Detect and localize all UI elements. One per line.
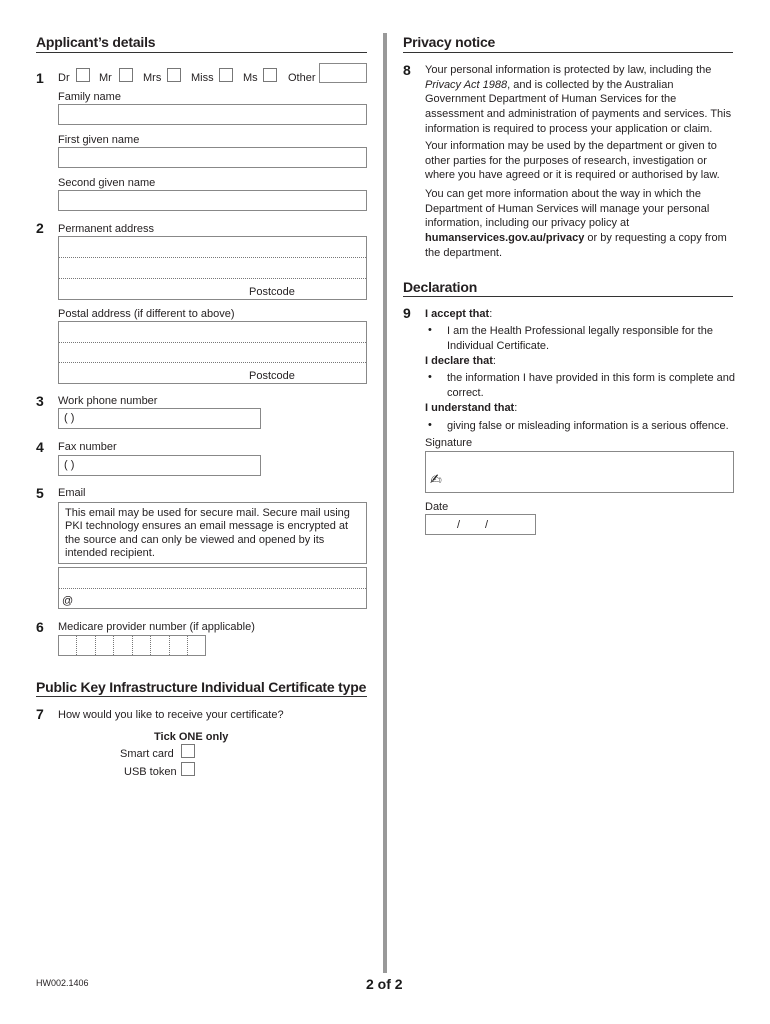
permanent-address-field[interactable]: [58, 236, 367, 300]
title-dr-label: Dr: [58, 72, 70, 84]
title-mrs-checkbox[interactable]: [167, 68, 181, 82]
privacy-paragraph-2: Your information may be used by the department or given to other parties for the purposes of research, investigation or where you have agreed or it is required or authorised by law.: [425, 140, 720, 182]
pki-certificate-rule: [36, 696, 367, 697]
privacy-paragraph-1: [425, 63, 735, 137]
medicare-cell-divider: [169, 636, 170, 655]
second-given-name-field[interactable]: [58, 190, 367, 211]
privacy-p1-start: Your personal information is protected by law, including the: [425, 64, 712, 76]
first-given-name-field[interactable]: [58, 147, 367, 168]
email-label: Email: [58, 487, 86, 499]
medicare-cell-divider: [150, 636, 151, 655]
permanent-address-line: [59, 278, 366, 279]
certificate-delivery-label: How would you like to receive your certificate?: [58, 709, 284, 721]
medicare-cell-divider: [132, 636, 133, 655]
declare-heading: [425, 355, 496, 367]
permanent-postcode-label: Postcode: [249, 286, 295, 298]
title-mr-label: Mr: [99, 72, 112, 84]
pki-certificate-title: Public Key Infrastructure Individual Certificate type: [36, 679, 367, 695]
accept-bullet: •: [428, 324, 432, 336]
second-given-name-label: Second given name: [58, 177, 156, 189]
question-6-number: 6: [36, 619, 44, 635]
title-dr-checkbox[interactable]: [76, 68, 90, 82]
title-ms-checkbox[interactable]: [263, 68, 277, 82]
fax-number-field[interactable]: [58, 455, 261, 476]
title-miss-checkbox[interactable]: [219, 68, 233, 82]
privacy-notice-rule: [403, 52, 733, 53]
accept-heading: [425, 308, 492, 320]
declare-item: the information I have provided in this form is complete and correct.: [447, 372, 735, 399]
first-given-name-label: First given name: [58, 134, 140, 146]
privacy-paragraph-3: [425, 187, 735, 261]
privacy-act-title: Privacy Act 1988: [425, 78, 508, 91]
medicare-cell-divider: [95, 636, 96, 655]
understand-heading-colon: :: [514, 402, 518, 414]
medicare-cell-divider: [76, 636, 77, 655]
email-note-text: This email may be used for secure mail. Secure mail using PKI technology ensures an email message is encrypted at the source and can only be viewed and opened by its intended recipient.: [65, 507, 350, 559]
permanent-address-label: Permanent address: [58, 223, 154, 235]
postal-postcode-label: Postcode: [249, 370, 295, 382]
question-7-number: 7: [36, 706, 44, 722]
privacy-p3-start: You can get more information about the way in which the Department of Human Services will manage your personal information, including our privacy policy at: [425, 188, 710, 230]
date-slash-1: /: [457, 519, 461, 531]
privacy-notice-title: Privacy notice: [403, 34, 496, 50]
signature-label: Signature: [425, 437, 473, 449]
understand-item: giving false or misleading information is a serious offence.: [447, 420, 729, 432]
understand-heading: [425, 402, 517, 414]
declare-heading-text: I declare that: [425, 355, 493, 367]
page-number: 2 of 2: [366, 976, 403, 992]
question-4-number: 4: [36, 439, 44, 455]
usb-token-label: USB token: [124, 766, 177, 778]
date-field[interactable]: [425, 514, 536, 535]
work-phone-field[interactable]: [58, 408, 261, 429]
smart-card-checkbox[interactable]: [181, 744, 195, 758]
family-name-label: Family name: [58, 91, 121, 103]
form-code: HW002.1406: [36, 978, 89, 988]
postal-address-field[interactable]: [58, 321, 367, 384]
medicare-cell-divider: [187, 636, 188, 655]
work-phone-label: Work phone number: [58, 395, 158, 407]
understand-heading-text: I understand that: [425, 402, 515, 414]
title-ms-label: Ms: [243, 72, 258, 84]
title-mrs-label: Mrs: [143, 72, 162, 84]
privacy-link[interactable]: humanservices.gov.au/privacy: [425, 232, 585, 245]
smart-card-label: Smart card: [120, 748, 174, 760]
date-slash-2: /: [485, 519, 489, 531]
question-1-number: 1: [36, 70, 44, 86]
permanent-address-line: [59, 257, 366, 258]
declare-bullet: •: [428, 371, 432, 383]
accept-heading-colon: :: [489, 308, 493, 320]
date-label: Date: [425, 501, 449, 513]
privacy-p1-end: , and is collected by the Australian Government Department of Human Services for the assessment and administration of payments and services. This information is required to process your application or claim.: [425, 78, 732, 135]
accept-item: I am the Health Professional legally responsible for the Individual Certificate.: [447, 325, 713, 352]
email-line: [59, 588, 366, 589]
accept-heading-text: I accept that: [425, 308, 490, 320]
postal-address-line: [59, 362, 366, 363]
signature-pen-icon: ✍: [430, 472, 442, 488]
question-8-number: 8: [403, 62, 411, 78]
title-mr-checkbox[interactable]: [119, 68, 133, 82]
declaration-title: Declaration: [403, 279, 478, 295]
understand-bullet: •: [428, 419, 432, 431]
applicants-details-title: Applicant’s details: [36, 34, 156, 50]
question-2-number: 2: [36, 220, 44, 236]
title-other-label: Other: [288, 72, 316, 84]
email-at-sign: @: [62, 595, 74, 607]
question-9-number: 9: [403, 305, 411, 321]
declare-heading-colon: :: [492, 355, 496, 367]
fax-area-code: ( ): [64, 459, 75, 471]
usb-token-checkbox[interactable]: [181, 762, 195, 776]
column-divider: [383, 33, 387, 973]
title-miss-label: Miss: [191, 72, 214, 84]
medicare-cell-divider: [113, 636, 114, 655]
medicare-provider-label: Medicare provider number (if applicable): [58, 621, 255, 633]
privacy-p3-end: or by requesting a copy from the department.: [425, 232, 727, 259]
question-5-number: 5: [36, 485, 44, 501]
declaration-rule: [403, 296, 733, 297]
tick-one-only: Tick ONE only: [154, 731, 229, 743]
postal-address-line: [59, 342, 366, 343]
signature-field[interactable]: [425, 451, 734, 493]
work-phone-area-code: ( ): [64, 412, 75, 424]
applicants-details-rule: [36, 52, 367, 53]
question-3-number: 3: [36, 393, 44, 409]
title-other-field[interactable]: [319, 63, 367, 83]
family-name-field[interactable]: [58, 104, 367, 125]
postal-address-label: Postal address (if different to above): [58, 308, 235, 320]
fax-number-label: Fax number: [58, 441, 117, 453]
